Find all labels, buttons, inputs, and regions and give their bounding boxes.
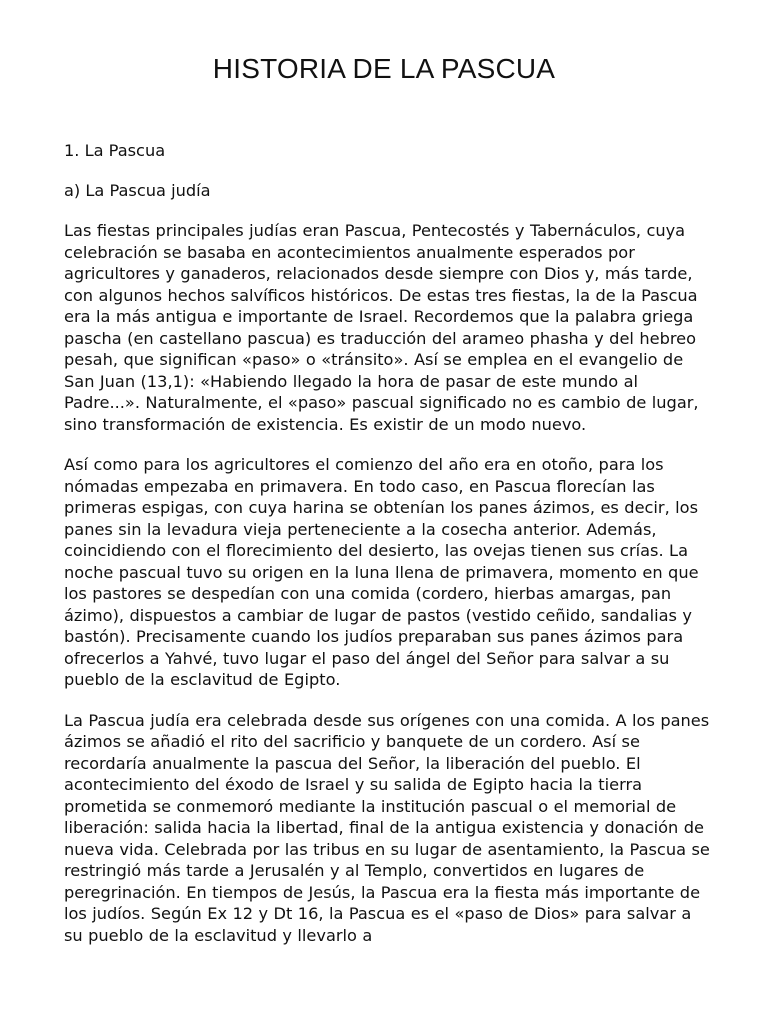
paragraph-3: La Pascua judía era celebrada desde sus orígenes con una comida. A los panes ázimos se añadió el rito del sacrificio y banquete de un cordero. Así se recordaría anualmente la pascua del Señor, la liberación del pueblo. El acontecimiento del éxodo de Israel y su salida de Egipto hacia la tierra prometida se conmemoró mediante la institución pascual o el memorial de liberación: salida hacia la libertad, final de la antigua existencia y donación de nueva vida. Celebrada por las tribus en su lugar de asentamiento, la Pascua se restringió más tarde a Jerusalén y al Templo, convertidos en lugares de peregrinación. En tiempos de Jesús, la Pascua era la fiesta más importante de los judíos. Según Ex 12 y Dt 16, la Pascua es el «paso de Dios» para salvar a su pueblo de la esclavitud y llevarlo a [64,710,710,945]
paragraph-2: Así como para los agricultores el comienzo del año era en otoño, para los nómadas empezaba en primavera. En todo caso, en Pascua florecían las primeras espigas, con cuya harina se obtenían los panes ázimos, es decir, los panes sin la levadura vieja perteneciente a la cosecha anterior. Además, coincidiendo con el florecimiento del desierto, las ovejas tienen sus crías. La noche pascual tuvo su origen en la luna llena de primavera, momento en que los pastores se despedían con una comida (cordero, hierbas amargas, pan ázimo), dispuestos a cambiar de lugar de pastos (vestido ceñido, sandalias y bastón). Precisamente cuando los judíos preparaban sus panes ázimos para ofrecerlos a Yahvé, tuvo lugar el paso del ángel del Señor para salvar a su pueblo de la esclavitud de Egipto. [64,455,699,689]
document-title: HISTORIA DE LA PASCUA [212,53,556,84]
subsection-heading: a) La Pascua judía [64,180,211,200]
section-heading: 1. La Pascua [64,141,166,160]
paragraph-1: Las fiestas principales judías eran Pascua, Pentecostés y Tabernáculos, cuya celebración se basaba en acontecimientos anualmente esperados por agricultores y ganaderos, relacionados desde siempre con Dios y, más tarde, con algunos hechos salvíficos históricos. De estas tres fiestas, la de la Pascua era la más antigua e importante de Israel. Recordemos que la palabra griega pascha (en castellano pascua) es traducción del arameo phasha y del hebreo pesah, que significan «paso» o «tránsito». Así se emplea en el evangelio de San Juan (13,1): «Habiendo llegado la hora de pasar de este mundo al Padre...». Naturalmente, el «paso» pascual significado no es cambio de lugar, sino transformación de existencia. Es existir de un modo nuevo. [64,221,699,434]
document-body [64,140,714,965]
